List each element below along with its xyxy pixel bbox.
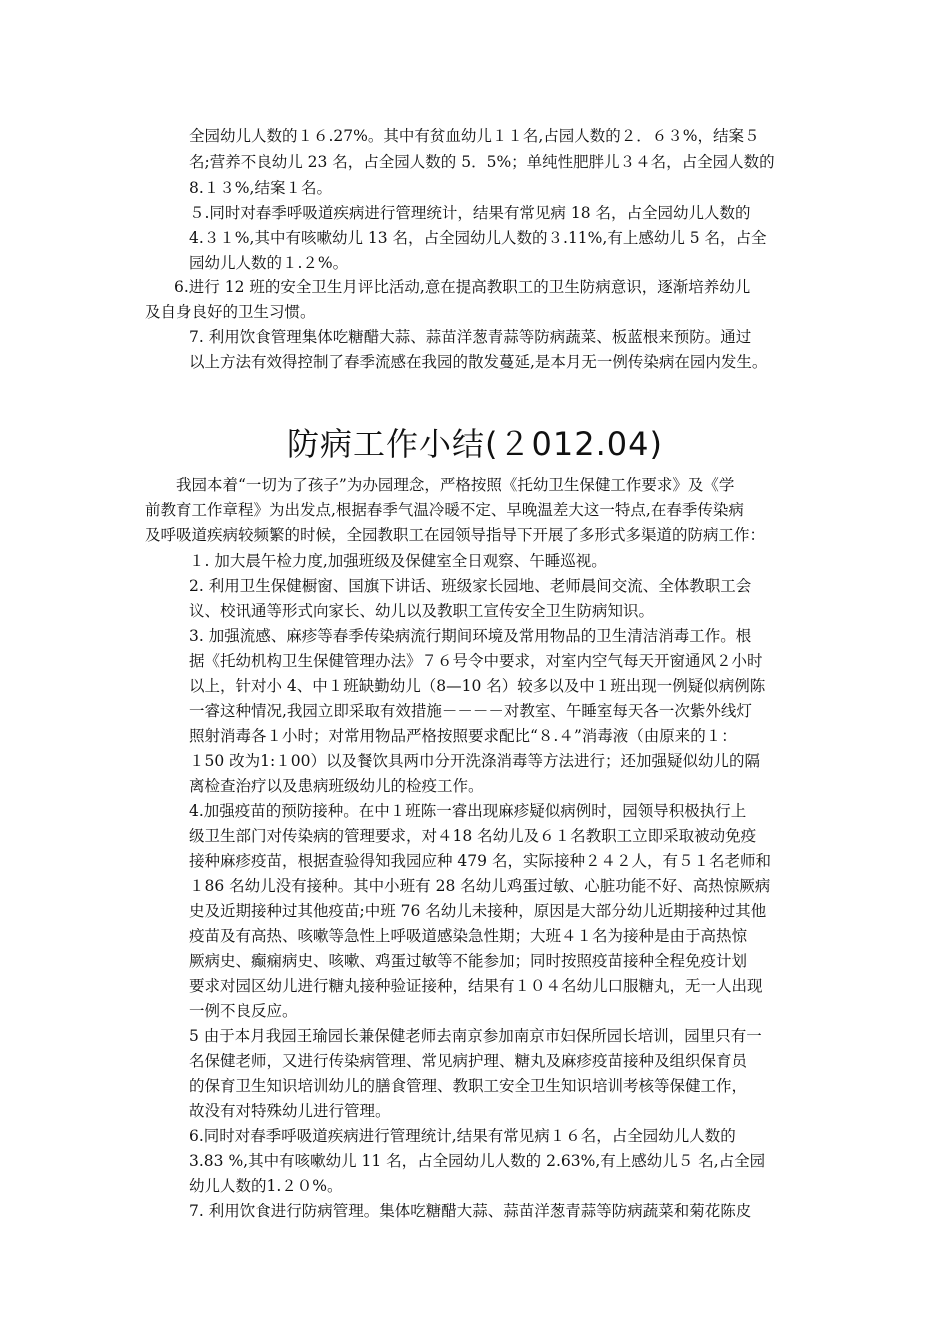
- paragraph-line: 一睿这种情况,我园立即采取有效措施－－－－对教室、午睡室每天各一次紫外线灯: [189, 702, 752, 720]
- paragraph-line: 史及近期接种过其他疫苗;中班 76 名幼儿未接种，原因是大部分幼儿近期接种过其他: [189, 902, 767, 920]
- paragraph-line: ５.同时对春季呼吸道疾病进行管理统计，结果有常见病 18 名，占全园幼儿人数的: [189, 204, 751, 222]
- paragraph-line: 级卫生部门对传染病的管理要求，对４18 名幼儿及６１名教职工立即采取被动免疫: [189, 827, 757, 845]
- paragraph-line: 及呼吸道疾病较频繁的时候，全园教职工在园领导指导下开展了多形式多渠道的防病工作：: [145, 526, 766, 544]
- paragraph-line: 故没有对特殊幼儿进行管理。: [189, 1102, 391, 1120]
- paragraph-line: 离检查治疗以及患病班级幼儿的检疫工作。: [189, 777, 484, 795]
- paragraph-line: 4.加强疫苗的预防接种。在中１班陈一睿出现麻疹疑似病例时，园领导积极执行上: [189, 802, 747, 820]
- paragraph-line: 6.同时对春季呼吸道疾病进行管理统计,结果有常见病１６名，占全园幼儿人数的: [189, 1127, 736, 1145]
- paragraph-line: 以上方法有效得控制了春季流感在我园的散发蔓延,是本月无一例传染病在园内发生。: [189, 353, 768, 371]
- paragraph-line: 厥病史、癫痫病史、咳嗽、鸡蛋过敏等不能参加；同时按照疫苗接种全程免疫计划: [189, 952, 748, 970]
- document-title: 防病工作小结(２012.04): [287, 425, 663, 463]
- paragraph-line: 7. 利用饮食管理集体吃糖醋大蒜、蒜苗洋葱青蒜等防病蔬菜、板蓝根来预防。通过: [189, 328, 752, 346]
- paragraph-line: 议、校讯通等形式向家长、幼儿以及教职工宣传安全卫生防病知识。: [189, 602, 655, 620]
- paragraph-line: 一例不良反应。: [189, 1002, 298, 1020]
- paragraph-line: 7. 利用饮食进行防病管理。集体吃糖醋大蒜、蒜苗洋葱青蒜等防病蔬菜和菊花陈皮: [189, 1202, 752, 1220]
- paragraph-line: 2. 利用卫生保健橱窗、国旗下讲话、班级家长园地、老师晨间交流、全体教职工会: [189, 577, 752, 595]
- paragraph-line: 前教育工作章程》为出发点,根据春季气温冷暖不定、早晚温差大这一特点,在春季传染病: [145, 501, 744, 519]
- paragraph-line: 我园本着“一切为了孩子”为办园理念，严格按照《托幼卫生保健工作要求》及《学: [176, 476, 735, 494]
- paragraph-line: 照射消毒各１小时；对常用物品严格按照要求配比“８.４”消毒液（由原来的１：: [189, 727, 737, 745]
- paragraph-line: １86 名幼儿没有接种。其中小班有 28 名幼儿鸡蛋过敏、心脏功能不好、高热惊厥病: [189, 877, 771, 895]
- paragraph-line: 3. 加强流感、麻疹等春季传染病流行期间环境及常用物品的卫生清洁消毒工作。根: [189, 627, 752, 645]
- paragraph-line: 6.进行 12 班的安全卫生月评比活动,意在提高教职工的卫生防病意识，逐渐培养幼儿: [174, 278, 751, 296]
- paragraph-line: 园幼儿人数的１.２%。: [189, 254, 349, 272]
- paragraph-line: 8.１３%,结案１名。: [189, 179, 332, 197]
- paragraph-line: 幼儿人数的1.２０%。: [189, 1177, 343, 1195]
- paragraph-line: 疫苗及有高热、咳嗽等急性上呼吸道感染急性期；大班４１名为接种是由于高热惊: [189, 927, 748, 945]
- paragraph-line: 要求对园区幼儿进行糖丸接种验证接种，结果有１０４名幼儿口服糖丸，无一人出现: [189, 977, 763, 995]
- paragraph-line: 5 由于本月我园王瑜园长兼保健老师去南京参加南京市妇保所园长培训，园里只有一: [189, 1027, 762, 1045]
- paragraph-line: 的保育卫生知识培训幼儿的膳食管理、教职工安全卫生知识培训考核等保健工作，: [189, 1077, 748, 1095]
- paragraph-line: 4.３１%,其中有咳嗽幼儿 13 名，占全园幼儿人数的３.11%,有上感幼儿 5 名，占全: [189, 229, 767, 247]
- paragraph-line: １. 加大晨午检力度,加强班级及保健室全日观察、午睡巡视。: [189, 552, 607, 570]
- paragraph-line: 据《托幼机构卫生保健管理办法》７６号令中要求，对室内空气每天开窗通风２小时: [189, 652, 763, 670]
- paragraph-line: 3.83 %,其中有咳嗽幼儿 11 名，占全园幼儿人数的 2.63%,有上感幼儿５ 名,占全园: [189, 1152, 766, 1170]
- paragraph-line: 全园幼儿人数的１６.27%。其中有贫血幼儿１１名,占园人数的２．６３%，结案５: [189, 127, 760, 145]
- paragraph-line: 接种麻疹疫苗，根据查验得知我园应种 479 名，实际接种２４２人，有５１名老师和: [189, 852, 771, 870]
- paragraph-line: 名保健老师，又进行传染病管理、常见病护理、糖丸及麻疹疫苗接种及组织保育员: [189, 1052, 748, 1070]
- paragraph-line: 名;营养不良幼儿 23 名，占全园人数的 5．5%；单纯性肥胖儿３４名，占全园人数的: [189, 153, 775, 171]
- paragraph-line: 及自身良好的卫生习惯。: [145, 303, 316, 321]
- paragraph-line: １50 改为1:１00）以及餐饮具两巾分开洗涤消毒等方法进行；还加强疑似幼儿的隔: [189, 752, 760, 770]
- paragraph-line: 以上，针对小 4、中１班缺勤幼儿（8—10 名）较多以及中１班出现一例疑似病例陈: [189, 677, 766, 695]
